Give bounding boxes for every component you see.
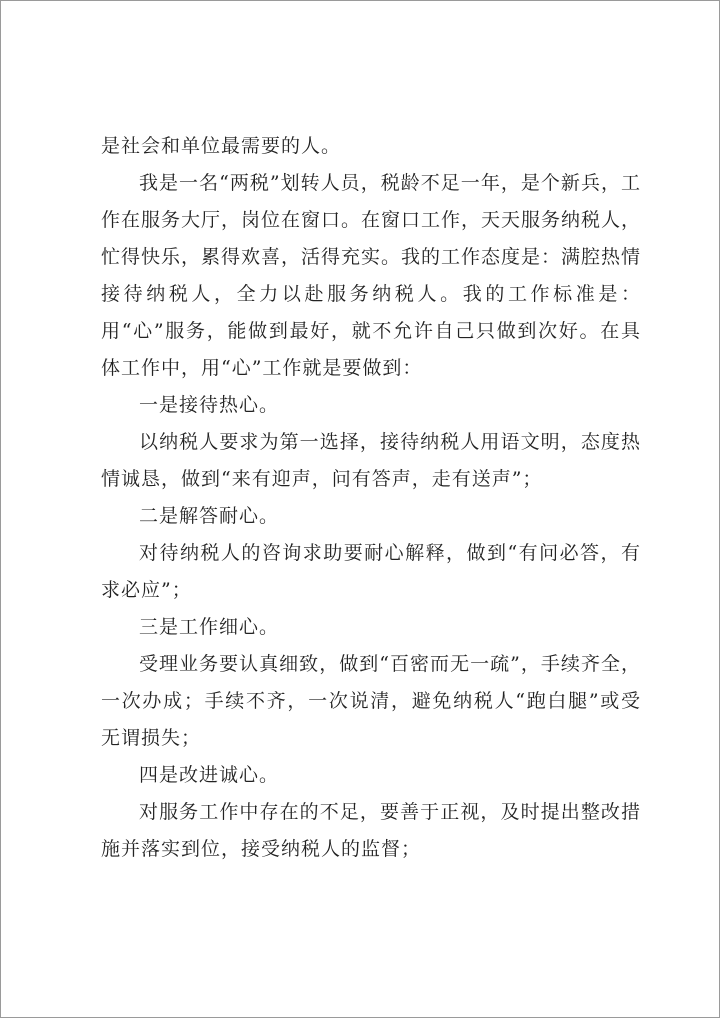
paragraph-heading: 三是工作细心。 — [139, 616, 280, 638]
paragraph-heading: 二是解答耐心。 — [139, 505, 280, 527]
paragraph: 受理业务要认真细致，做到“百密而无一疏”，手续齐全，一次办成；手续不齐，一次说清，避免纳税人“跑白腿”或受无谓损失； — [101, 653, 641, 749]
paragraph: 对服务工作中存在的不足，要善于正视，及时提出整改措施并落实到位，接受纳税人的监督； — [101, 801, 641, 860]
paragraph: 以纳税人要求为第一选择，接待纳税人用语文明，态度热情诚恳，做到“来有迎声，问有答声，走有送声”； — [101, 431, 641, 490]
paragraph: 对待纳税人的咨询求助要耐心解释，做到“有问必答，有求必应”； — [101, 542, 641, 601]
paragraph: 是社会和单位最需要的人。 — [101, 135, 342, 157]
paragraph: 我是一名“两税”划转人员，税龄不足一年，是个新兵，工作在服务大厅，岗位在窗口。在窗口工作，天天服务纳税人，忙得快乐，累得欢喜，活得充实。我的工作态度是：满腔热情接待纳税人，全力以赴服务纳税人。我的工作标准是：用“心”服务，能做到最好，就不允许自己只做到次好。在具体工作中，用“心”工作就是要做到： — [101, 172, 642, 379]
paragraph-heading: 四是改进诚心。 — [139, 764, 280, 786]
paragraph-heading: 一是接待热心。 — [139, 394, 280, 416]
document-body — [101, 128, 641, 868]
